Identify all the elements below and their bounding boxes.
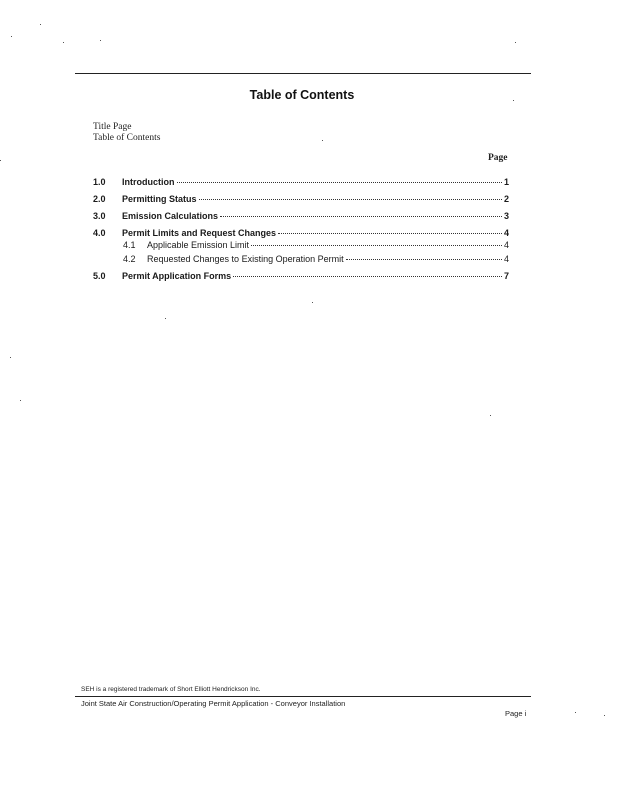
dot-leader — [177, 182, 502, 183]
toc-number: 2.0 — [93, 194, 106, 204]
toc-label: Emission Calculations — [122, 211, 219, 221]
toc-label: Permitting Status — [122, 194, 197, 204]
toc-number: 3.0 — [93, 211, 106, 221]
scan-speck — [322, 140, 323, 141]
scan-speck — [100, 40, 101, 41]
toc-page-number: 2 — [503, 194, 509, 204]
dot-leader — [220, 216, 502, 217]
toc-label: Requested Changes to Existing Operation Permit — [147, 254, 344, 264]
toc-number: 1.0 — [93, 177, 106, 187]
toc-entry — [93, 194, 509, 204]
scan-speck — [40, 24, 41, 25]
toc-entry — [93, 271, 509, 281]
toc-entry — [93, 228, 509, 238]
scan-speck — [515, 42, 516, 43]
header-rule — [75, 73, 531, 74]
dot-leader — [346, 259, 502, 260]
toc-page-number: 1 — [503, 177, 509, 187]
footer-rule — [75, 696, 531, 697]
footer-page-number: Page i — [505, 709, 527, 718]
toc-entry — [93, 177, 509, 187]
front-matter-list — [93, 122, 160, 144]
dot-leader — [233, 276, 502, 277]
scan-speck — [312, 302, 313, 303]
footer-document-name: Joint State Air Construction/Operating Permit Application - Conveyor Installation — [81, 699, 346, 708]
toc-page-number: 7 — [503, 271, 509, 281]
toc-page-number: 4 — [503, 240, 509, 250]
dot-leader — [199, 199, 502, 200]
toc-label: Permit Application Forms — [122, 271, 232, 281]
toc-number: 5.0 — [93, 271, 106, 281]
front-matter-item: Table of Contents — [93, 133, 161, 143]
dot-leader — [251, 245, 502, 246]
page-title: Table of Contents — [249, 88, 355, 102]
toc-label: Introduction — [122, 177, 175, 187]
toc-label: Permit Limits and Request Changes — [122, 228, 277, 238]
toc-entry — [93, 211, 509, 221]
page-column-label: Page — [488, 153, 508, 163]
trademark-note: SEH is a registered trademark of Short Elliott Hendrickson Inc. — [81, 686, 261, 693]
toc-page-number: 4 — [503, 228, 509, 238]
toc-number: 4.0 — [93, 228, 106, 238]
scan-speck — [11, 36, 12, 37]
scan-speck — [490, 415, 491, 416]
front-matter-item: Title Page — [93, 122, 132, 132]
scan-speck — [0, 160, 1, 161]
toc-label: Applicable Emission Limit — [147, 240, 250, 250]
dot-leader — [278, 233, 502, 234]
toc-subentry — [123, 240, 509, 250]
scan-speck — [604, 715, 605, 716]
toc-number: 4.1 — [123, 240, 136, 250]
toc-page-number: 4 — [503, 254, 509, 264]
scan-speck — [575, 712, 576, 713]
scan-speck — [165, 318, 166, 319]
toc-subentry — [123, 254, 509, 264]
scan-speck — [20, 400, 21, 401]
scan-speck — [63, 42, 64, 43]
toc-number: 4.2 — [123, 254, 136, 264]
scan-speck — [10, 357, 11, 358]
scan-speck — [513, 100, 514, 101]
toc-page-number: 3 — [503, 211, 509, 221]
